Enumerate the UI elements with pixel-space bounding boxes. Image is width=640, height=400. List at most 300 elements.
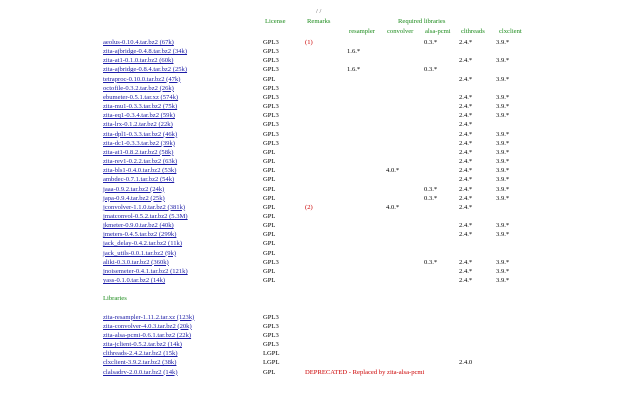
clthreads-cell: 2.4.* (459, 185, 473, 193)
resampler-cell (347, 267, 386, 276)
license-cell: GPL3 (263, 93, 279, 101)
package-download-link[interactable]: jack_utils-0.0.1.tar.bz2 (9k) (103, 249, 177, 257)
clxclient-cell (496, 212, 526, 221)
table-row (103, 93, 526, 102)
table-row (103, 349, 526, 358)
license-cell: GPL3 (263, 130, 279, 138)
clxclient-cell: 3.9.* (496, 267, 510, 275)
license-cell: GPL (263, 185, 276, 193)
clxclient-cell: 3.9.* (496, 158, 510, 166)
package-download-link[interactable]: zita-dpl1-0.3.3.tar.bz2 (46k) (103, 130, 178, 138)
libraries-heading: Libraries (103, 295, 127, 303)
table-row (103, 65, 526, 74)
convolver-cell (386, 313, 424, 322)
clxclient-cell: 3.9.* (496, 194, 510, 202)
clthreads-cell: 2.4.* (459, 203, 473, 211)
remarks-cell (305, 166, 347, 175)
alsa-pcmi-cell (424, 340, 459, 349)
clxclient-cell: 3.9.* (496, 185, 510, 193)
table-row (103, 120, 526, 129)
alsa-pcmi-cell (424, 139, 459, 148)
table-row (103, 38, 526, 47)
resampler-cell: 1.6.* (347, 66, 361, 74)
table-row (103, 157, 526, 166)
table-row (103, 102, 526, 111)
package-cell (103, 276, 263, 285)
package-cell (103, 120, 263, 129)
resampler-cell (347, 157, 386, 166)
package-cell (103, 212, 263, 221)
license-cell: GPL3 (263, 39, 279, 46)
alsa-pcmi-cell (424, 349, 459, 358)
package-cell (103, 111, 263, 120)
package-download-link[interactable]: zita-lrx-0.1.2.tar.bz2 (22k) (103, 121, 173, 129)
clthreads-cell (459, 84, 496, 93)
table-row (103, 249, 526, 258)
clthreads-cell: 2.4.* (459, 222, 473, 230)
license-cell: GPL (263, 176, 276, 184)
table-row (103, 313, 526, 322)
package-cell (103, 368, 263, 377)
package-cell (103, 185, 263, 194)
package-download-link[interactable]: zita-rev1-0.2.2.tar.bz2 (63k) (103, 158, 178, 166)
resampler-cell (347, 148, 386, 157)
clthreads-cell: 2.4.* (459, 112, 473, 120)
clxclient-cell (496, 340, 526, 349)
package-cell (103, 75, 263, 84)
package-cell (103, 239, 263, 248)
package-cell (103, 221, 263, 230)
table-row (103, 139, 526, 148)
clxclient-header: clxclient (499, 28, 522, 35)
convolver-cell (386, 38, 424, 47)
resampler-cell (347, 276, 386, 285)
resampler-cell (347, 194, 386, 203)
resampler-cell (347, 258, 386, 267)
remarks-cell: (1) (305, 39, 313, 46)
package-download-link[interactable]: zita-mu1-0.3.3.tar.bz2 (75k) (103, 103, 178, 111)
resampler-cell (347, 358, 386, 367)
remarks-cell (305, 75, 347, 84)
alsa-pcmi-cell (424, 56, 459, 65)
license-cell: GPL (263, 203, 276, 211)
remarks-cell (305, 239, 347, 248)
package-download-link[interactable]: zita-bls1-0.4.0.tar.bz2 (53k) (103, 167, 177, 175)
clthreads-cell: 2.4.* (459, 139, 473, 147)
clthreads-cell: 2.4.* (459, 194, 473, 202)
alsa-pcmi-cell (424, 47, 459, 56)
remarks-cell (305, 313, 347, 322)
convolver-cell (386, 130, 424, 139)
alsa-pcmi-cell (424, 102, 459, 111)
remarks-cell (305, 65, 347, 74)
convolver-cell (386, 139, 424, 148)
clxclient-cell (496, 358, 526, 367)
clthreads-cell: 2.4.* (459, 148, 473, 156)
clxclient-cell (496, 120, 526, 129)
remarks-cell (305, 93, 347, 102)
package-download-link[interactable]: yass-0.1.0.tar.bz2 (14k) (103, 277, 166, 285)
remarks-cell (305, 185, 347, 194)
convolver-cell (386, 56, 424, 65)
package-cell (103, 84, 263, 93)
package-cell (103, 130, 263, 139)
alsa-pcmi-cell: 0.3.* (424, 39, 438, 46)
resampler-cell (347, 230, 386, 239)
clxclient-cell (496, 203, 526, 212)
remarks-cell (305, 84, 347, 93)
package-download-link[interactable]: zita-dc1-0.3.3.tar.bz2 (39k) (103, 139, 175, 147)
resampler-cell (347, 313, 386, 322)
resampler-cell (347, 175, 386, 184)
resampler-cell (347, 84, 386, 93)
convolver-cell (386, 148, 424, 157)
alsa-pcmi-header: alsa-pcmi (425, 28, 451, 35)
convolver-header: convolver (387, 28, 414, 35)
convolver-cell (386, 331, 424, 340)
remarks-cell (305, 267, 347, 276)
alsa-pcmi-cell: 0.3.* (424, 194, 438, 202)
convolver-cell (386, 212, 424, 221)
alsa-pcmi-cell (424, 120, 459, 129)
convolver-cell (386, 276, 424, 285)
resampler-cell (347, 56, 386, 65)
alsa-pcmi-cell (424, 267, 459, 276)
remarks-cell (305, 102, 347, 111)
remarks-cell (305, 249, 347, 258)
alsa-pcmi-cell (424, 111, 459, 120)
license-cell: GPL (263, 167, 276, 175)
convolver-cell (386, 175, 424, 184)
remarks-cell (305, 349, 347, 358)
package-download-link[interactable]: zita-at1-0.8.2.tar.bz2 (58k) (103, 148, 174, 156)
remarks-cell (305, 56, 347, 65)
resampler-cell (347, 139, 386, 148)
package-download-link[interactable]: jmatconvol-0.5.2.tar.bz2 (5.3M) (103, 212, 188, 220)
remarks-cell (305, 258, 347, 267)
package-download-link[interactable]: jconvolver-1.1.0.tar.bz2 (381k) (103, 203, 186, 211)
convolver-cell (386, 111, 424, 120)
license-cell: GPL3 (263, 84, 279, 92)
clxclient-cell: 3.9.* (496, 39, 510, 46)
clxclient-cell (496, 331, 526, 340)
clxclient-cell: 3.9.* (496, 57, 510, 65)
package-download-link[interactable]: jaaa-0.9.2.tar.bz2 (24k) (103, 185, 165, 193)
table-row (103, 331, 526, 340)
convolver-cell (386, 349, 424, 358)
table-row (103, 194, 526, 203)
remarks-cell (305, 221, 347, 230)
resampler-header: resampler (349, 28, 375, 35)
remarks-cell (305, 139, 347, 148)
package-download-link[interactable]: zita-eq1-0.3.4.tar.bz2 (59k) (103, 112, 175, 120)
package-cell (103, 47, 263, 56)
convolver-cell (386, 84, 424, 93)
convolver-cell (386, 340, 424, 349)
license-cell: GPL (263, 75, 276, 83)
clthreads-cell: 2.4.* (459, 121, 473, 129)
package-cell (103, 38, 263, 47)
clxclient-cell (496, 313, 526, 322)
table-row (103, 212, 526, 221)
clthreads-cell: 2.4.0 (459, 359, 473, 367)
license-cell: GPL (263, 368, 276, 376)
package-cell (103, 93, 263, 102)
table-row (103, 340, 526, 349)
package-download-link[interactable]: zita-ajbridge-0.4.8.tar.bz2 (34k) (103, 48, 188, 56)
clthreads-cell (459, 349, 496, 358)
package-cell (103, 203, 263, 212)
clxclient-cell (496, 65, 526, 74)
remarks-cell (305, 340, 347, 349)
table-row (103, 322, 526, 331)
resampler-cell (347, 340, 386, 349)
table-row (103, 111, 526, 120)
package-cell (103, 157, 263, 166)
package-cell (103, 340, 263, 349)
table-row (103, 47, 526, 56)
remarks-cell (305, 120, 347, 129)
remarks-cell (305, 331, 347, 340)
clxclient-cell: 3.9.* (496, 222, 510, 230)
resampler-cell (347, 120, 386, 129)
package-cell (103, 230, 263, 239)
table-row (103, 175, 526, 184)
package-download-link[interactable]: jkmeter-0.9.0.tar.bz2 (40k) (103, 222, 174, 230)
clthreads-header: clthreads (461, 28, 485, 35)
package-cell (103, 249, 263, 258)
table-row (103, 75, 526, 84)
remarks-cell (305, 194, 347, 203)
table-row (103, 130, 526, 139)
package-cell (103, 322, 263, 331)
package-cell (103, 166, 263, 175)
clthreads-cell (459, 322, 496, 331)
clthreads-cell: 2.4.* (459, 75, 473, 83)
alsa-pcmi-cell (424, 249, 459, 258)
license-cell: GPL (263, 231, 276, 239)
convolver-cell (386, 75, 424, 84)
alsa-pcmi-cell (424, 212, 459, 221)
clxclient-cell: 3.9.* (496, 139, 510, 147)
package-cell (103, 349, 263, 358)
resampler-cell (347, 102, 386, 111)
package-download-link[interactable]: jmeters-0.4.5.tar.bz2 (299k) (103, 231, 177, 239)
license-cell: GPL (263, 240, 276, 248)
clthreads-cell: 2.4.* (459, 258, 473, 266)
clthreads-cell (459, 47, 496, 56)
remarks-cell (305, 111, 347, 120)
clxclient-cell: 3.9.* (496, 75, 510, 83)
clthreads-cell: 2.4.* (459, 39, 473, 46)
package-download-link[interactable]: aeolus-0.10.4.tar.bz2 (67k) (103, 39, 174, 46)
alsa-pcmi-cell (424, 203, 459, 212)
license-cell: GPL (263, 277, 276, 285)
remarks-cell (305, 175, 347, 184)
package-download-link[interactable]: zita-at1-0.1.0.tar.bz2 (60k) (103, 57, 174, 65)
package-cell (103, 175, 263, 184)
license-cell: GPL (263, 148, 276, 156)
license-cell: GPL (263, 158, 276, 166)
convolver-cell (386, 120, 424, 129)
table-row (103, 230, 526, 239)
clthreads-cell (459, 331, 496, 340)
package-download-link[interactable]: ambdec-0.7.1.tar.bz2 (54k) (103, 176, 175, 184)
libraries-list (103, 313, 526, 377)
license-cell: GPL3 (263, 112, 279, 120)
package-download-link[interactable]: zita-convolver-4.0.3.tar.bz2 (20k) (103, 322, 192, 330)
remarks-cell (305, 157, 347, 166)
license-cell: GPL (263, 267, 276, 275)
license-cell: GPL (263, 212, 276, 220)
table-row (103, 221, 526, 230)
license-cell: GPL3 (263, 341, 279, 349)
convolver-cell (386, 239, 424, 248)
clxclient-cell: 3.9.* (496, 231, 510, 239)
convolver-cell (386, 65, 424, 74)
table-row (103, 84, 526, 93)
resampler-cell (347, 75, 386, 84)
alsa-pcmi-cell (424, 130, 459, 139)
license-header: License (265, 18, 286, 25)
remarks-cell (305, 276, 347, 285)
package-download-link[interactable]: zita-resampler-1.11.2.tar.xz (123k) (103, 313, 195, 321)
package-cell (103, 194, 263, 203)
clxclient-cell: 3.9.* (496, 258, 510, 266)
package-download-link[interactable]: clthreads-2.4.2.tar.bz2 (15k) (103, 350, 178, 358)
license-cell: GPL3 (263, 48, 279, 56)
alsa-pcmi-cell (424, 358, 459, 367)
license-cell: GPL3 (263, 331, 279, 339)
table-row (103, 258, 526, 267)
alsa-pcmi-cell (424, 75, 459, 84)
remarks-cell (305, 212, 347, 221)
clxclient-cell (496, 322, 526, 331)
resampler-cell (347, 239, 386, 248)
clxclient-cell: 3.9.* (496, 130, 510, 138)
convolver-cell: 4.0.* (386, 167, 400, 175)
license-cell: GPL3 (263, 103, 279, 111)
alsa-pcmi-cell (424, 322, 459, 331)
convolver-cell (386, 249, 424, 258)
resampler-cell (347, 221, 386, 230)
package-download-link[interactable]: clalsadrv-2.0.0.tar.bz2 (14k) (103, 368, 178, 376)
alsa-pcmi-cell: 0.3.* (424, 258, 438, 266)
table-row (103, 267, 526, 276)
clxclient-cell: 3.9.* (496, 167, 510, 175)
resampler-cell (347, 349, 386, 358)
license-cell: GPL3 (263, 322, 279, 330)
alsa-pcmi-cell: 0.3.* (424, 185, 438, 193)
table-row (103, 358, 526, 367)
remarks-cell (305, 130, 347, 139)
resampler-cell (347, 249, 386, 258)
alsa-pcmi-cell (424, 157, 459, 166)
alsa-pcmi-cell (424, 148, 459, 157)
clthreads-cell (459, 340, 496, 349)
resampler-cell (347, 203, 386, 212)
package-download-link[interactable]: jnoisemeter-0.4.1.tar.bz2 (121k) (103, 267, 188, 275)
clxclient-cell: 3.9.* (496, 93, 510, 101)
top-mark: / / (316, 8, 322, 15)
license-cell: GPL3 (263, 121, 279, 129)
package-cell (103, 331, 263, 340)
clthreads-cell: 2.4.* (459, 130, 473, 138)
package-download-link[interactable]: jack_delay-0.4.2.tar.bz2 (11k) (103, 240, 183, 248)
clxclient-cell: 3.9.* (496, 112, 510, 120)
package-download-link[interactable]: clxclient-3.9.2.tar.bz2 (38k) (103, 359, 177, 367)
license-cell: GPL (263, 194, 276, 202)
license-cell: GPL3 (263, 66, 279, 74)
package-cell (103, 148, 263, 157)
clxclient-cell (496, 47, 526, 56)
table-row (103, 166, 526, 175)
convolver-cell (386, 194, 424, 203)
convolver-cell: 4.0.* (386, 203, 400, 211)
license-cell: GPL3 (263, 313, 279, 321)
table-row (103, 239, 526, 248)
package-download-link[interactable]: zita-alsa-pcmi-0.6.1.tar.bz2 (22k) (103, 331, 192, 339)
package-download-link[interactable]: zita-ajbridge-0.8.4.tar.bz2 (25k) (103, 66, 188, 74)
clthreads-cell: 2.4.* (459, 267, 473, 275)
deprecated-note: DEPRECATED - Replaced by zita-alsa-pcmi (305, 368, 425, 376)
clthreads-cell (459, 212, 496, 221)
package-download-link[interactable]: tetraproc-0.10.0.tar.bz2 (47k) (103, 75, 181, 83)
convolver-cell (386, 221, 424, 230)
alsa-pcmi-cell (424, 175, 459, 184)
alsa-pcmi-cell (424, 166, 459, 175)
table-row (103, 148, 526, 157)
clthreads-cell: 2.4.* (459, 57, 473, 65)
remarks-cell (305, 358, 347, 367)
clthreads-cell: 2.4.* (459, 277, 473, 285)
resampler-cell (347, 185, 386, 194)
package-download-link[interactable]: ebumeter-0.5.1.tar.xz (574k) (103, 93, 179, 101)
package-download-link[interactable]: octofile-0.3.2.tar.bz2 (26k) (103, 84, 174, 92)
alsa-pcmi-cell (424, 313, 459, 322)
license-cell: GPL3 (263, 57, 279, 65)
section-spacer (103, 285, 526, 312)
package-download-link[interactable]: aliki-0.3.0.tar.bz2 (360k) (103, 258, 169, 266)
clxclient-cell (496, 239, 526, 248)
clthreads-cell (459, 249, 496, 258)
resampler-cell (347, 111, 386, 120)
license-cell: GPL (263, 222, 276, 230)
alsa-pcmi-cell (424, 276, 459, 285)
alsa-pcmi-cell (424, 230, 459, 239)
clxclient-cell: 3.9.* (496, 176, 510, 184)
resampler-cell: 1.6.* (347, 48, 361, 56)
package-cell (103, 313, 263, 322)
package-download-link[interactable]: japa-0.9.4.tar.bz2 (25k) (103, 194, 165, 202)
package-cell (103, 139, 263, 148)
package-cell (103, 358, 263, 367)
alsa-pcmi-cell (424, 93, 459, 102)
convolver-cell (386, 102, 424, 111)
resampler-cell (347, 331, 386, 340)
remarks-cell (305, 230, 347, 239)
clxclient-cell: 3.9.* (496, 148, 510, 156)
package-cell (103, 267, 263, 276)
required-libraries-header: Required libraries (398, 18, 446, 25)
clthreads-cell (459, 65, 496, 74)
clthreads-cell: 2.4.* (459, 231, 473, 239)
convolver-cell (386, 258, 424, 267)
alsa-pcmi-cell (424, 84, 459, 93)
package-download-link[interactable]: zita-jclient-0.5.2.tar.bz2 (14k) (103, 341, 182, 349)
clxclient-cell (496, 84, 526, 93)
convolver-cell (386, 322, 424, 331)
